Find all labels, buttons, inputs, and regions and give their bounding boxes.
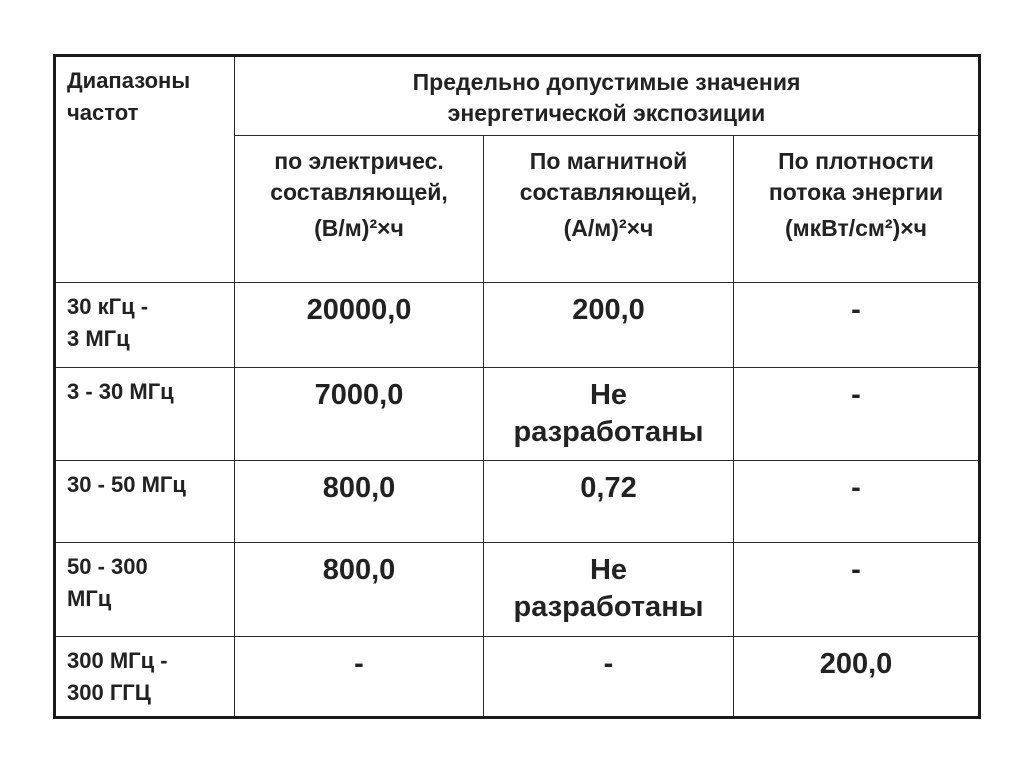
magnetic-value-cell: 200,0 [484, 283, 734, 368]
header-frequency-ranges: Диапазоны частот [55, 56, 235, 283]
table-row [55, 543, 980, 637]
header-power-label: По плотности потока энергии [768, 148, 944, 205]
range-cell: 30 - 50 МГц [55, 461, 235, 543]
header-magnetic-component [484, 136, 734, 283]
header-permissible-values: Предельно допустимые значения энергетической экспозиции [235, 56, 980, 136]
exposure-limits-table [53, 54, 981, 719]
table-row [55, 461, 980, 543]
header-electric-label: по электричес. составляющей, [270, 148, 448, 205]
magnetic-value-cell: Не разработаны [484, 368, 734, 461]
header-electric-component [235, 136, 484, 283]
range-cell: 3 - 30 МГц [55, 368, 235, 461]
power-value-cell: - [734, 461, 980, 543]
header-power-density [734, 136, 980, 283]
electric-value-cell: 7000,0 [235, 368, 484, 461]
table-row [55, 637, 980, 718]
table-row [55, 368, 980, 461]
range-cell: 50 - 300 МГц [55, 543, 235, 637]
table-row [55, 283, 980, 368]
electric-value-cell: 800,0 [235, 543, 484, 637]
header-magnetic-label: По магнитной составляющей, [519, 148, 698, 205]
header-electric-unit: (В/м)²×ч [314, 215, 404, 241]
magnetic-value-cell: - [484, 637, 734, 718]
range-cell: 300 МГц - 300 ГГЦ [55, 637, 235, 718]
electric-value-cell: 20000,0 [235, 283, 484, 368]
power-value-cell: - [734, 543, 980, 637]
power-value-cell: 200,0 [734, 637, 980, 718]
electric-value-cell: - [235, 637, 484, 718]
magnetic-value-cell: Не разработаны [484, 543, 734, 637]
header-power-unit: (мкВт/см²)×ч [784, 215, 928, 241]
header-magnetic-unit: (А/м)²×ч [563, 215, 654, 241]
header-row [55, 56, 980, 136]
electric-value-cell: 800,0 [235, 461, 484, 543]
range-cell: 30 кГц - 3 МГц [55, 283, 235, 368]
power-value-cell: - [734, 368, 980, 461]
magnetic-value-cell: 0,72 [484, 461, 734, 543]
power-value-cell: - [734, 283, 980, 368]
